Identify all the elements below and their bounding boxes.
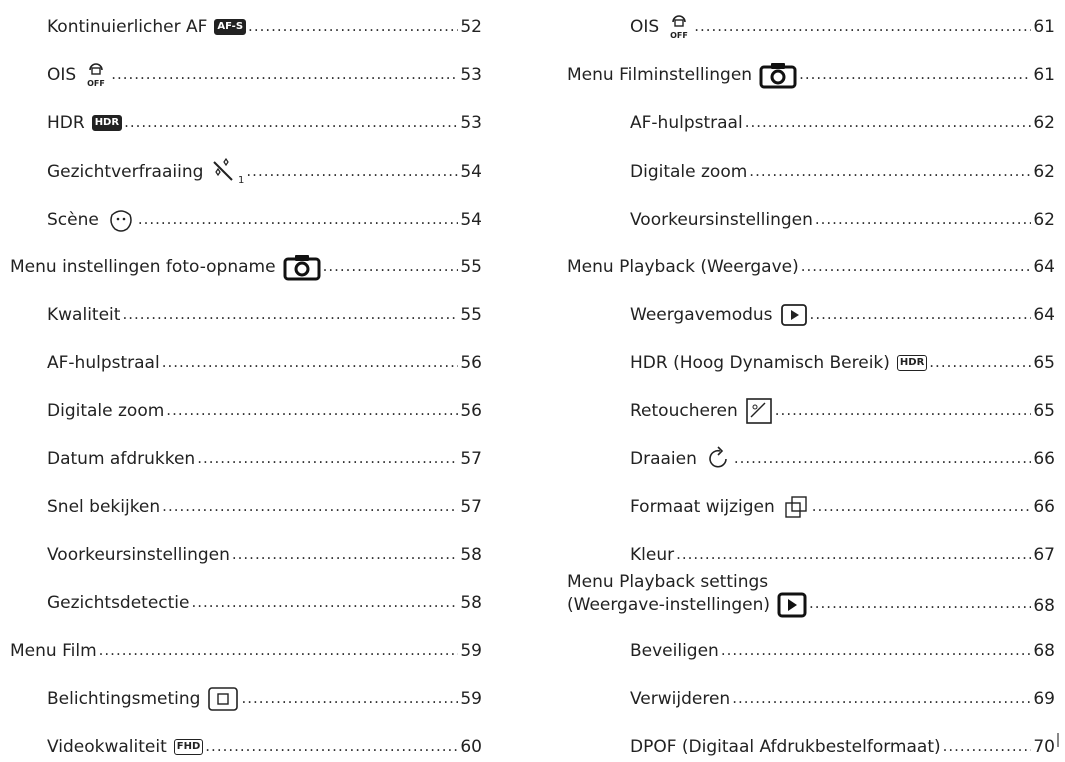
page-number: 66	[1033, 449, 1055, 469]
entry-title: Scène	[47, 210, 99, 230]
dot-leader	[809, 593, 1031, 618]
entry-title: Belichtingsmeting	[47, 689, 201, 709]
entry-title: Gezichtsdetectie	[47, 593, 190, 613]
page-number: 57	[460, 497, 482, 517]
dot-leader	[162, 496, 458, 522]
entry-title: Menu Playback settings	[567, 572, 769, 592]
toc-sub-entry	[47, 12, 482, 42]
rotate-icon	[704, 445, 732, 473]
dot-leader	[721, 640, 1032, 666]
entry-title: Formaat wijzigen	[630, 497, 775, 517]
page-number: 61	[1033, 17, 1055, 37]
dot-leader	[676, 544, 1031, 570]
camera-icon	[283, 253, 321, 281]
page-number: 70	[1033, 737, 1055, 757]
dot-leader	[166, 400, 458, 426]
scene-dog-icon	[106, 207, 136, 233]
retouch-icon	[745, 397, 773, 425]
toc-sub-entry	[47, 348, 482, 378]
page-number: 62	[1033, 113, 1055, 133]
toc-sub-entry	[47, 540, 482, 570]
toc-section-entry	[567, 568, 1055, 618]
page-number: 56	[460, 401, 482, 421]
dot-leader	[205, 736, 458, 762]
page-number: 55	[460, 257, 482, 277]
resize-icon	[782, 493, 810, 521]
dot-leader	[192, 592, 459, 618]
toc-sub-entry	[47, 300, 482, 330]
dot-leader	[694, 16, 1031, 42]
entry-title: AF-hulpstraal	[47, 353, 160, 373]
svg-text:OFF: OFF	[670, 31, 689, 40]
dot-leader	[122, 304, 458, 330]
toc-sub-entry	[630, 108, 1055, 138]
entry-title: Digitale zoom	[47, 401, 165, 421]
entry-title: Videokwaliteit	[47, 737, 167, 757]
dot-leader	[812, 496, 1032, 522]
entry-title: Draaien	[630, 449, 697, 469]
dot-leader	[749, 161, 1031, 187]
toc-section-entry	[10, 636, 482, 666]
entry-title: DPOF (Digitaal Afdrukbestelformaat)	[630, 737, 941, 757]
svg-text:OFF: OFF	[87, 79, 106, 88]
page-number: 56	[460, 353, 482, 373]
toc-sub-entry	[630, 540, 1055, 570]
dot-leader	[323, 256, 459, 282]
dot-leader	[241, 688, 458, 714]
play-outline-icon	[780, 303, 808, 327]
page-number: 62	[1033, 162, 1055, 182]
dot-leader	[232, 544, 458, 570]
toc-section-entry	[567, 60, 1055, 90]
page-number: 64	[1033, 257, 1055, 277]
page-number: 69	[1033, 689, 1055, 709]
entry-title: Menu Playback (Weergave)	[567, 257, 799, 277]
toc-sub-entry	[630, 348, 1055, 378]
hdr-outline-icon: HDR	[897, 355, 927, 371]
page-number: 59	[460, 689, 482, 709]
page-number: 64	[1033, 305, 1055, 325]
fhd-icon: FHD	[174, 739, 204, 755]
toc-sub-entry	[630, 205, 1055, 235]
page-number: 65	[1033, 353, 1055, 373]
page-number: 61	[1033, 65, 1055, 85]
toc-sub-entry	[47, 60, 482, 90]
toc-section-entry	[10, 252, 482, 282]
entry-title: HDR	[47, 113, 85, 133]
entry-title: Menu Filminstellingen	[567, 65, 753, 85]
play-filled-icon	[777, 592, 807, 618]
page-number: 53	[460, 113, 482, 133]
hdr-icon: HDR	[92, 115, 122, 131]
ois-off-icon	[666, 14, 692, 40]
metering-icon	[207, 686, 239, 712]
entry-title: Retoucheren	[630, 401, 738, 421]
dot-leader	[162, 352, 459, 378]
dot-leader	[734, 448, 1031, 474]
page-number: 68	[1033, 641, 1055, 661]
page-number: 57	[460, 449, 482, 469]
page-number: 58	[460, 545, 482, 565]
entry-title: Kontinuierlicher AF	[47, 17, 208, 37]
entry-title: Voorkeursinstellingen	[630, 210, 813, 230]
page-number: 66	[1033, 497, 1055, 517]
page-number: 54	[460, 210, 482, 230]
toc-sub-entry	[47, 157, 482, 187]
dot-leader	[929, 352, 1031, 378]
page-edge-mark	[1057, 733, 1059, 747]
toc-sub-entry	[630, 732, 1055, 762]
page-number: 68	[1033, 596, 1055, 616]
entry-title: AF-hulpstraal	[630, 113, 743, 133]
dot-leader	[775, 400, 1032, 426]
entry-title: HDR (Hoog Dynamisch Bereik)	[630, 353, 890, 373]
dot-leader	[248, 16, 458, 42]
entry-title: Gezichtverfraaiing	[47, 162, 204, 182]
entry-title: Menu instellingen foto-opname	[10, 257, 276, 277]
dot-leader	[815, 209, 1031, 235]
page-number: 60	[460, 737, 482, 757]
toc-sub-entry	[47, 588, 482, 618]
dot-leader	[111, 64, 458, 90]
page-number: 67	[1033, 545, 1055, 565]
camera-icon	[759, 61, 797, 89]
toc-sub-entry	[630, 300, 1055, 330]
toc-sub-entry	[630, 396, 1055, 426]
dot-leader	[732, 688, 1031, 714]
entry-title: OIS	[47, 65, 77, 85]
toc-sub-entry	[630, 492, 1055, 522]
entry-title: Menu Film	[10, 641, 97, 661]
page-number: 53	[460, 65, 482, 85]
entry-title-continued: (Weergave-instellingen)	[567, 595, 770, 615]
dot-leader	[197, 448, 458, 474]
entry-title: Kleur	[630, 545, 675, 565]
toc-sub-entry	[630, 12, 1055, 42]
dot-leader	[246, 161, 458, 187]
page-number: 52	[460, 17, 482, 37]
entry-title: Verwijderen	[630, 689, 731, 709]
dot-leader	[799, 64, 1031, 90]
dot-leader	[745, 112, 1032, 138]
toc-sub-entry	[47, 444, 482, 474]
entry-title: Voorkeursinstellingen	[47, 545, 230, 565]
dot-leader	[810, 304, 1032, 330]
page-number: 58	[460, 593, 482, 613]
entry-title: Digitale zoom	[630, 162, 748, 182]
entry-title: Snel bekijken	[47, 497, 161, 517]
dot-leader	[99, 640, 459, 666]
af-s-icon: AF-S	[214, 19, 246, 35]
toc-sub-entry	[630, 444, 1055, 474]
entry-title: Kwaliteit	[47, 305, 121, 325]
entry-title: Datum afdrukken	[47, 449, 196, 469]
page-number: 62	[1033, 210, 1055, 230]
toc-sub-entry	[630, 684, 1055, 714]
toc-sub-entry	[47, 732, 482, 762]
toc-sub-entry	[630, 157, 1055, 187]
page-number: 59	[460, 641, 482, 661]
dot-leader	[801, 256, 1032, 282]
toc-sub-entry	[47, 205, 482, 235]
svg-text:1: 1	[238, 175, 245, 186]
beautify-wand-icon	[210, 158, 244, 186]
ois-off-icon	[83, 62, 109, 88]
dot-leader	[138, 209, 459, 235]
toc-sub-entry	[47, 396, 482, 426]
entry-title: OIS	[630, 17, 660, 37]
toc-sub-entry	[630, 636, 1055, 666]
page-number: 55	[460, 305, 482, 325]
dot-leader	[124, 112, 458, 138]
entry-title: Weergavemodus	[630, 305, 773, 325]
toc-sub-entry	[47, 492, 482, 522]
page-number: 65	[1033, 401, 1055, 421]
toc-section-entry	[567, 252, 1055, 282]
toc-sub-entry	[47, 108, 482, 138]
dot-leader	[943, 736, 1032, 762]
page-number: 54	[460, 162, 482, 182]
toc-sub-entry	[47, 684, 482, 714]
entry-title: Beveiligen	[630, 641, 719, 661]
